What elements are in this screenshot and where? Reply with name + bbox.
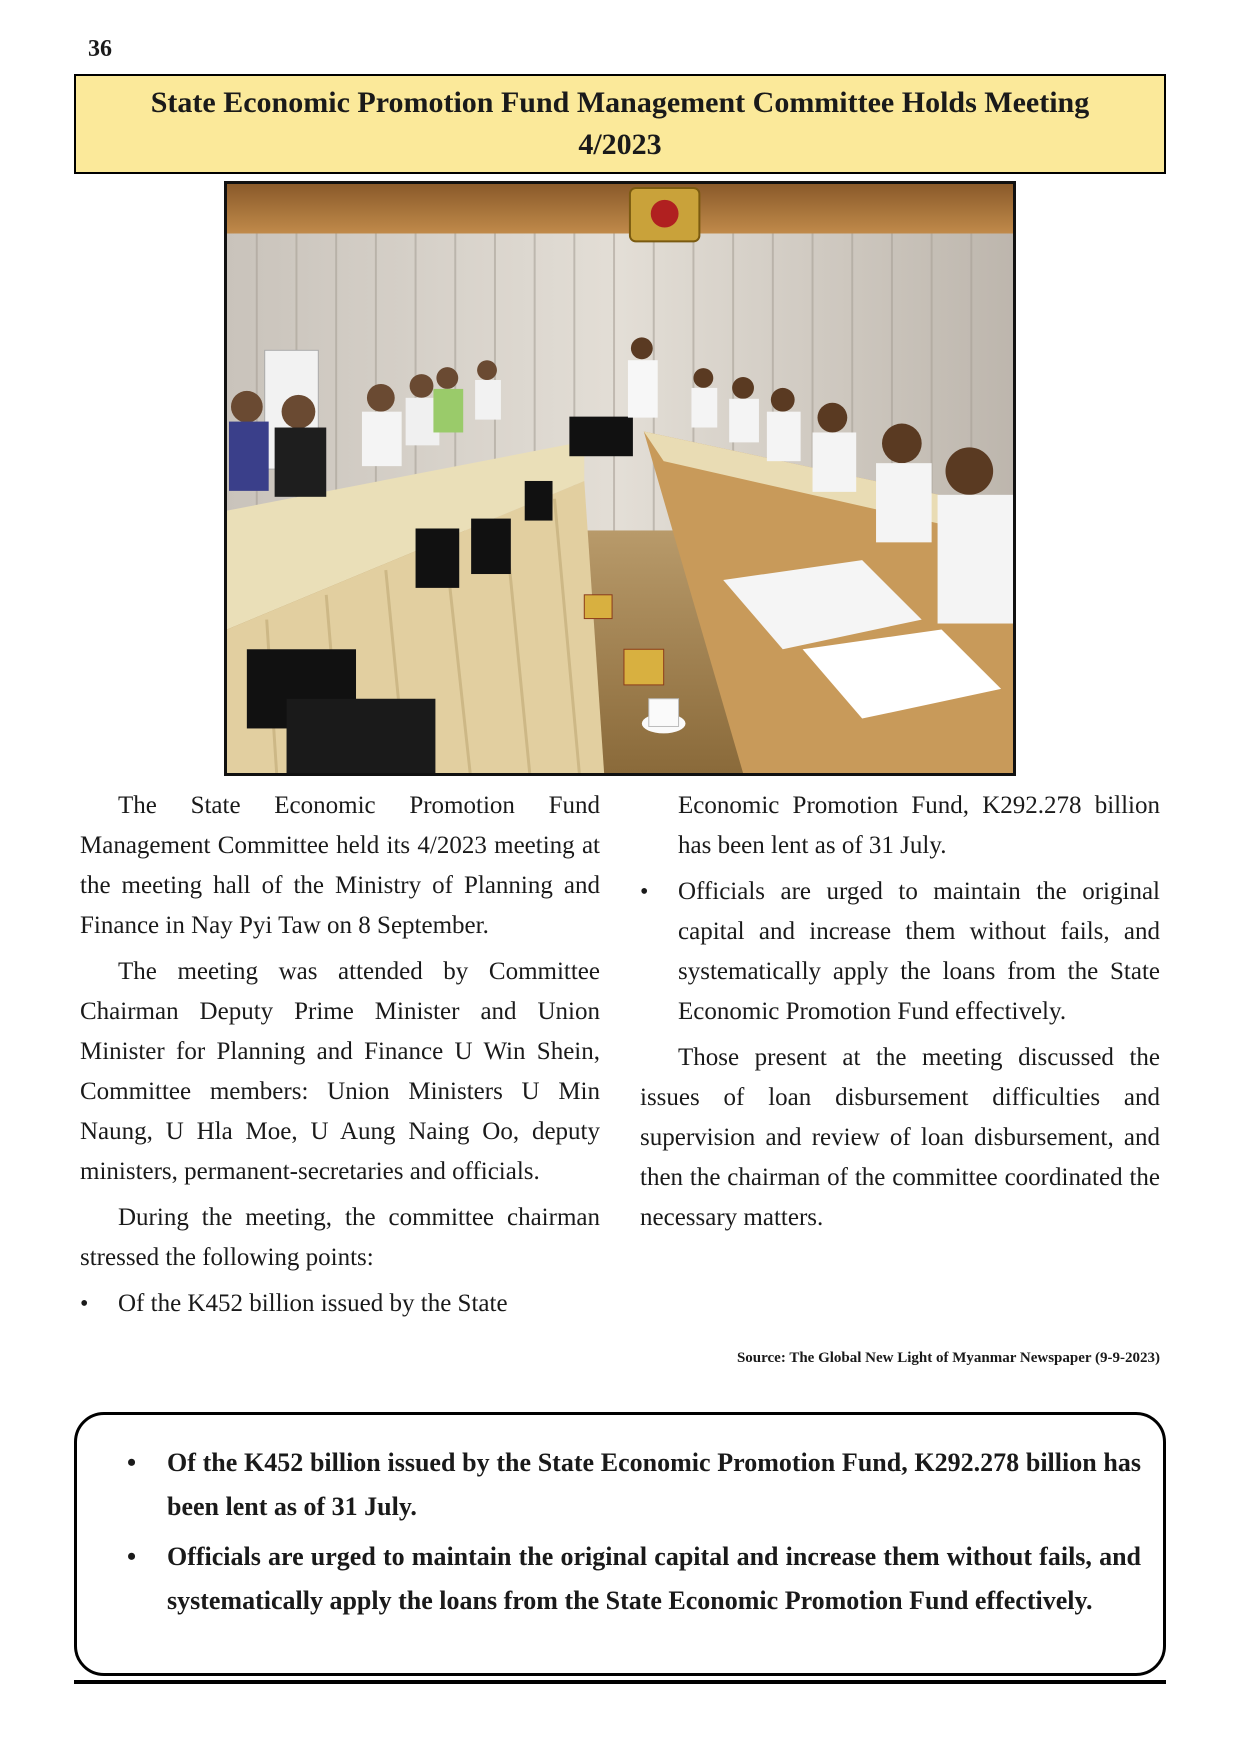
article-paragraph: The meeting was attended by Committee Chairman Deputy Prime Minister and Union Minister for Planning and Finance U Win Shein, Committee members: Union Ministers U Min Naung, U Hla Moe, U Aung Naing Oo, deputy ministers, permanent-secretaries and officials. <box>80 958 600 1185</box>
article-bullet <box>640 872 1160 1032</box>
article-bullet-text: Officials are urged to maintain the original capital and increase them without fails, and systematically apply the loans from the State Economic Promotion Fund effectively. <box>678 878 1160 1025</box>
article-left-column <box>80 786 600 1330</box>
page-title: State Economic Promotion Fund Management Committee Holds Meeting 4/2023 <box>150 86 1090 161</box>
page-number: 36 <box>88 36 112 62</box>
highlight-box <box>74 1412 1166 1676</box>
bottom-rule <box>74 1680 1166 1684</box>
article-paragraph: Those present at the meeting discussed the issues of loan disbursement difficulties and supervision and review of loan disbursement, and then the chairman of the committee coordinated the necessary matters. <box>640 1044 1160 1231</box>
article-right-column <box>640 786 1160 1244</box>
article-paragraph: The State Economic Promotion Fund Management Committee held its 4/2023 meeting at the meeting hall of the Ministry of Planning and Finance in Nay Pyi Taw on 8 September. <box>80 792 600 939</box>
article-paragraph: During the meeting, the committee chairman stressed the following points: <box>80 1204 600 1271</box>
highlight-bullet: • Of the K452 billion issued by the State Economic Promotion Fund, K292.278 billion has been lent as of 31 July. <box>127 1441 1141 1529</box>
article-bullet <box>80 1284 600 1324</box>
meeting-hall-photo-icon <box>227 184 1013 773</box>
highlight-bullet: • Officials are urged to maintain the original capital and increase them without fails, and systematically apply the loans from the State Economic Promotion Fund effectively. <box>127 1535 1141 1623</box>
title-banner <box>74 74 1166 174</box>
meeting-photo <box>224 181 1016 776</box>
source-credit: Source: The Global New Light of Myanmar Newspaper (9-9-2023) <box>736 1350 1160 1366</box>
article-bullet-text: Of the K452 billion issued by the State <box>118 1290 508 1317</box>
article-bullet-text: Economic Promotion Fund, K292.278 billion has been lent as of 31 July. <box>678 792 1160 859</box>
article-bullet-continued <box>640 786 1160 866</box>
